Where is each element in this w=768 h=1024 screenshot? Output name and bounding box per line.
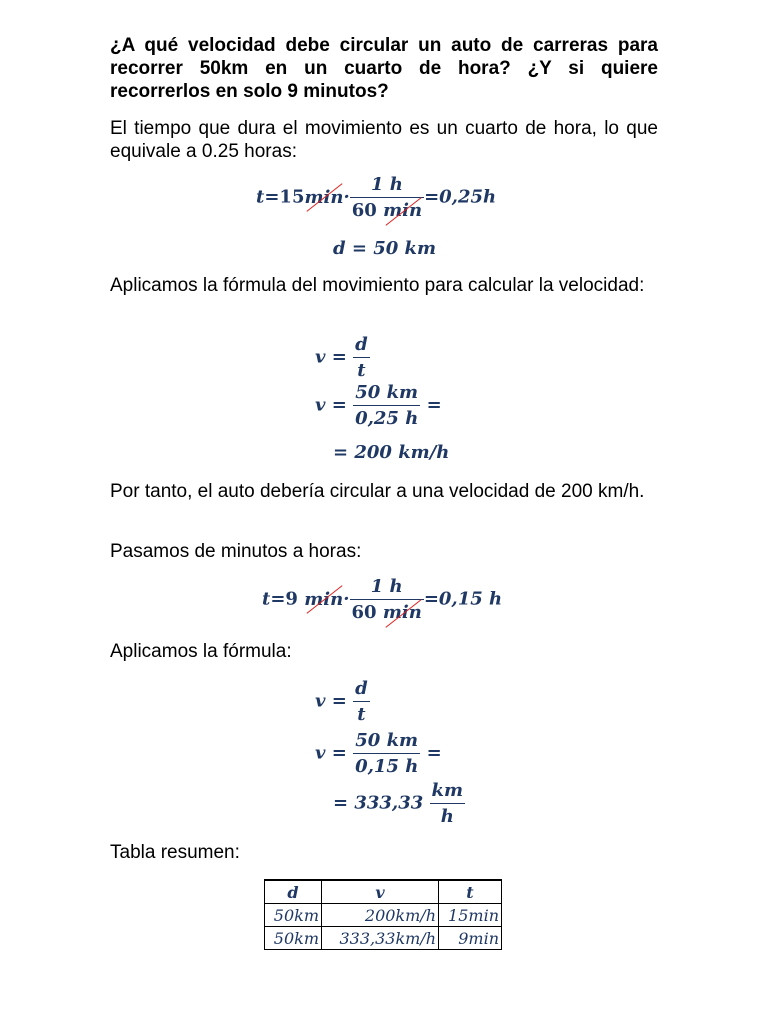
equation-v-result-2: = 333,33 $\frac{km}{h}$ bbox=[333, 780, 464, 827]
table-row bbox=[265, 904, 502, 927]
header-time: t bbox=[439, 880, 502, 904]
paragraph-conclusion: Por tanto, el auto debería circular a una velocidad de 200 km/h. bbox=[110, 481, 645, 502]
cancelled-unit: min bbox=[304, 588, 344, 610]
paragraph-convert: Pasamos de minutos a horas: bbox=[110, 541, 362, 562]
equation-time-1: t=15min· $\frac{1 h}{60 \min}$ =0,25h bbox=[256, 174, 497, 221]
header-distance: d bbox=[265, 880, 322, 904]
cancelled-unit: min bbox=[304, 186, 344, 208]
cell-velocity: 333,33km/h bbox=[322, 927, 439, 950]
cell-distance: 50km bbox=[265, 904, 322, 927]
equation-v-result-1: = 200 km/h bbox=[333, 442, 450, 463]
question-block bbox=[110, 34, 658, 103]
paragraph-summary: Tabla resumen: bbox=[110, 842, 240, 863]
summary-table bbox=[264, 879, 502, 950]
equation-time-2: t=9 min· $\frac{1 h}{60 \min}$ =0,15 h bbox=[262, 576, 503, 623]
equation-v-definition: v = $\frac{d}{t}$ bbox=[315, 334, 368, 381]
cell-time: 15min bbox=[439, 904, 502, 927]
table-row bbox=[265, 927, 502, 950]
table-header-row bbox=[265, 880, 502, 904]
cell-time: 9min bbox=[439, 927, 502, 950]
question-text: ¿A qué velocidad debe circular un auto de carreras para recorrer 50km en un cuarto de hora? ¿Y si quiere recorrerlos en solo 9 minutos? bbox=[110, 35, 658, 102]
equation-v-substitution-2: v = $\frac{50 km}{0,15 h}$ = bbox=[315, 730, 442, 777]
cancelled-unit: min bbox=[382, 602, 422, 623]
header-velocity: v bbox=[322, 880, 439, 904]
equation-distance: d = 50 km bbox=[333, 238, 437, 259]
paragraph-formula: Aplicamos la fórmula del movimiento para calcular la velocidad: bbox=[110, 275, 645, 296]
cancelled-unit: min bbox=[383, 200, 423, 221]
cell-distance: 50km bbox=[265, 927, 322, 950]
equation-v-definition-2: v = $\frac{d}{t}$ bbox=[315, 678, 368, 725]
cell-velocity: 200km/h bbox=[322, 904, 439, 927]
paragraph-time: El tiempo que dura el movimiento es un cuarto de hora, lo que equivale a 0.25 horas: bbox=[110, 118, 658, 162]
equation-v-substitution-1: v = $\frac{50 km}{0,25 h}$ = bbox=[315, 382, 442, 429]
paragraph-apply: Aplicamos la fórmula: bbox=[110, 641, 292, 662]
